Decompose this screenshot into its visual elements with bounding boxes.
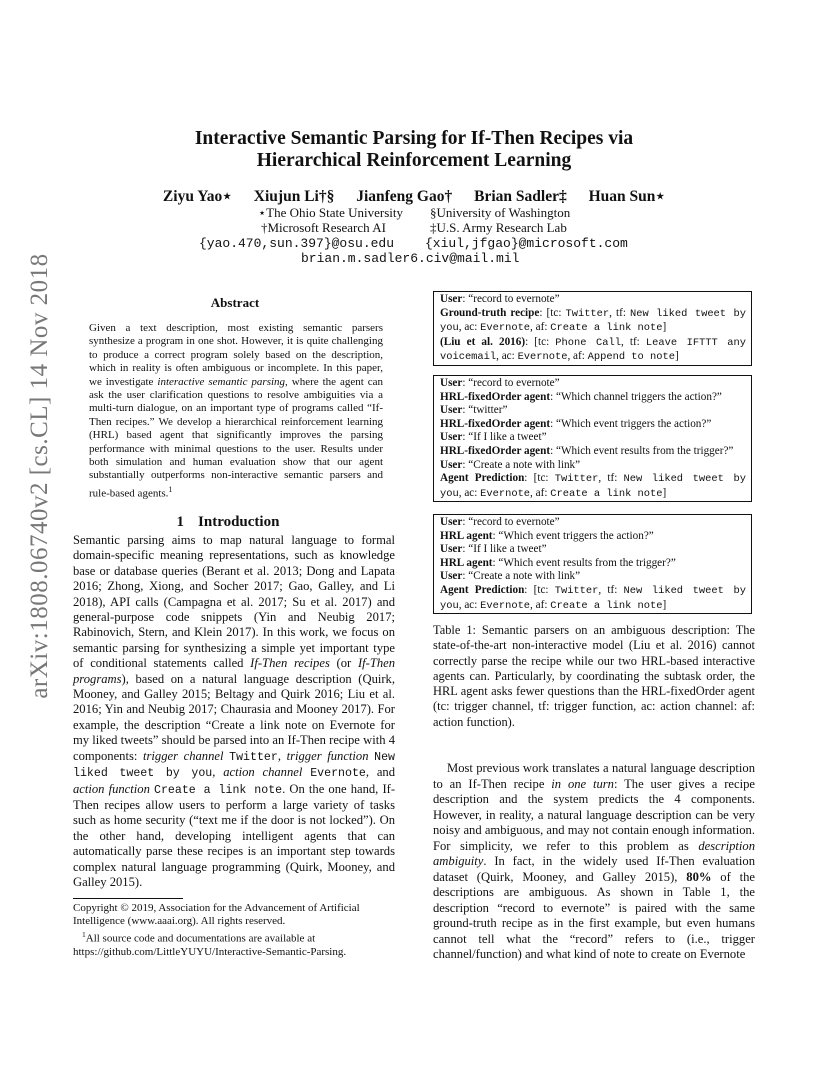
table-row: HRL agent: “Which event results from the trigger?” [440,556,676,569]
title-line-1: Interactive Semantic Parsing for If-Then Recipes via [194,128,634,149]
email-microsoft: {xiul,jfgao}@microsoft.com [425,236,628,251]
affiliation-osu: ⋆The Ohio State University [258,205,403,220]
table-block-hrl-fixedorder [433,375,752,502]
table-row: User: “record to evernote” [440,377,560,389]
table-row: User: “Create a note with link” [440,458,581,471]
table-block-hrl [433,514,752,614]
table-row: HRL-fixedOrder agent: “Which event results from the trigger?” [440,444,734,457]
intro-paragraph: Semantic parsing aims to map natural language to formal domain-specific meaning representations, such as knowledge base or database queries (Berant et al. 2013; Dong and Lapata 2016; Zhong, Xiong, and Socher 2017; Gao, Galley, and Li 2018), API calls (Campagna et al. 2017; Su et al. 2017) and general-purpose code snippets (Yin and Neubig 2017; Rabinovich, Stern, and Klein 2017). In this work, we focus on semantic parsing for synthesizing a simple yet important type of conditional statements called If-Then recipes (or If-Then programs), based on a natural language description (Quirk, Mooney, and Galley 2015; Beltagy and Quirk 2016; Liu et al. 2016; Yin and Neubig 2017; Chaurasia and Mooney 2017). For example, the description “Create a link note on Evernote for my liked tweets” should be parsed into an If-Then recipe with 4 components: trigger channel Twitter, trigger function New liked tweet by you, action channel Evernote, and action function Create a link note. On the one hand, If-Then recipes allow users to perform a large variety of tasks such as home security (“text me if the door is not locked”). On the other hand, developing intelligent agents that can automatically parse these recipes is an important step towards complex natural language programming (Quirk, Mooney, and Galley 2015). [73,533,396,889]
author: Ziyu Yao⋆ [162,188,232,205]
table-row: HRL agent: “Which event triggers the action?” [440,529,654,542]
table-row: User: “If I like a tweet” [440,543,547,556]
table-row: User: “record to evernote” [440,293,560,305]
table-row: HRL-fixedOrder agent: “Which channel triggers the action?” [440,390,722,403]
author: Xiujun Li†§ [253,188,335,205]
affiliation-arl: ‡U.S. Army Research Lab [430,220,567,235]
body-paragraph: Most previous work translates a natural language description to an If-Then recipe in one turn: The user gives a recipe description and the system predicts the 4 components. However, in reality, a natural language description can be very noisy and ambiguous, and may not contain enough information. For simplicity, we refer to this problem as description ambiguity. In fact, in the widely used If-Then evaluation dataset (Quirk, Mooney, and Galley 2015), 80% of the descriptions are ambiguous. As shown in Table 1, the description “record to evernote” is paired with the same ground-truth recipe as in the first example, but even humans cannot tell what the “record” refers to (i.e., trigger channel/function) and what kind of note to create on Evernote [433,761,755,961]
table-row: User: “record to evernote” [440,516,560,528]
table-row: Ground-truth recipe: [tc: Twitter, tf: New liked tweet by you, ac: Evernote, af: Create a link note] [440,306,746,335]
section-heading: 1 Introduction [176,514,280,530]
author-list [80,187,748,206]
arxiv-stamp: arXiv:1808.06740v2 [cs.CL] 14 Nov 2018 [26,253,53,699]
abstract-heading: Abstract [210,295,260,310]
table-row: (Liu et al. 2016): [tc: Phone Call, tf: Leave IFTTT any voicemail, ac: Evernote, af: Append to note] [440,335,746,364]
author: Jianfeng Gao† [356,188,453,205]
abstract-text: Given a text description, most existing semantic parsers synthesize a program in one shot. However, it is quite challenging to produce a correct program solely based on the description, which in reality is often ambiguous or incomplete. In this paper, we investigate interactive semantic parsing, where the agent can ask the user clarification questions to resolve ambiguities via a multi-turn dialogue, on an important type of programs called “If-Then recipes.” We develop a hierarchical reinforcement learning (HRL) based agent that significantly improves the parsing performance with minimal questions to the user. Results under both simulation and human evaluation show that our agent substantially outperforms non-interactive semantic parsers and rule-based agents.$^1$ [89,322,383,500]
table-caption: Table 1: Semantic parsers on an ambiguous description: The state-of-the-art non-interactive model (Liu et al. 2016) cannot correctly parse the recipe while our two HRL-based interactive agents can. Particularly, by coordinating the subtask order, the HRL agent asks fewer questions than the HRL-fixedOrder agent (tc: trigger channel, tf: trigger function, ac: action channel: af: action function). [433,623,755,729]
author: Brian Sadler‡ [474,188,567,205]
email-osu: {yao.470,sun.397}@osu.edu [199,236,395,251]
footnote-block [73,902,395,959]
table-row: User: “If I like a tweet” [440,431,547,444]
email-army: brian.m.sadler6.civ@mail.mil [301,251,520,266]
table-row: HRL-fixedOrder agent: “Which event triggers the action?” [440,417,712,430]
footnote-rule [73,898,183,899]
copyright-notice: Copyright © 2019, Association for the Advancement of Artificial Intelligence (www.aaai.org). All rights reserved. [73,902,360,928]
paper-title [80,128,748,172]
author: Huan Sun⋆ [588,188,666,205]
footnote-1: $^1$All source code and documentations are available at https://github.com/LittleYUYU/Interactive-Semantic-Parsing. [73,930,347,959]
table-row: Agent Prediction: [tc: Twitter, tf: New liked tweet by you, ac: Evernote, af: Create a link note] [440,472,746,500]
table-row: User: “Create a note with link” [440,570,581,583]
affiliation-msr: †Microsoft Research AI [261,220,386,235]
table-block-baseline [433,291,752,366]
table-row: Agent Prediction: [tc: Twitter, tf: New liked tweet by you, ac: Evernote, af: Create a link note] [440,583,746,612]
affiliation-uw: §University of Washington [430,205,571,220]
table-row: User: “twitter” [440,404,508,417]
title-line-2: Hierarchical Reinforcement Learning [256,150,572,171]
